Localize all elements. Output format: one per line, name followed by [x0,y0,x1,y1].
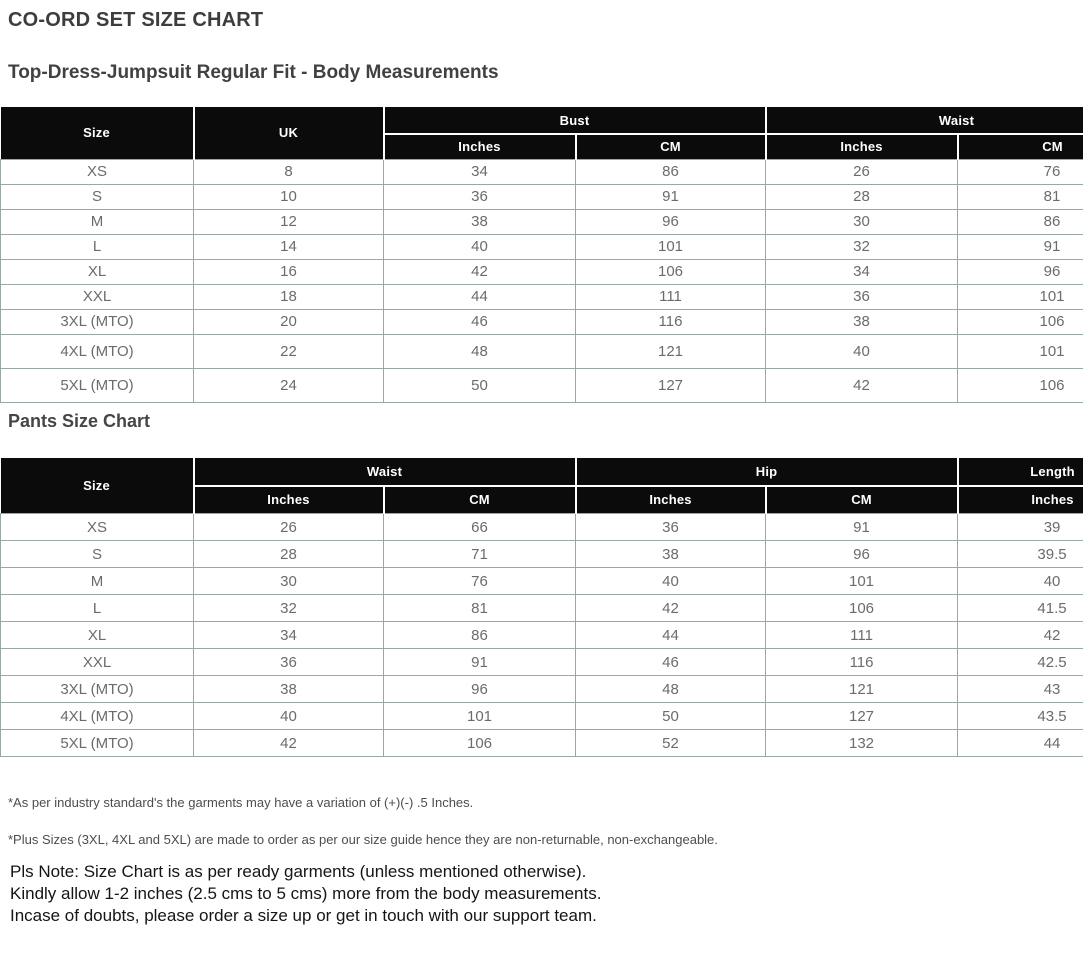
table-cell: 86 [384,622,576,649]
table-row [1,368,1083,402]
table-cell: 36 [766,284,958,309]
table-cell: 26 [766,159,958,184]
column-group-length: Length [958,458,1083,486]
table-cell: 26 [194,514,384,541]
subheader-waist-cm: CM [384,486,576,514]
table-cell: 39.5 [958,541,1083,568]
table-cell: 28 [766,184,958,209]
table-cell: 18 [194,284,384,309]
table-cell: 121 [576,334,766,368]
table-cell: 34 [194,622,384,649]
pants-size-table [0,458,1083,758]
table-cell: 106 [958,368,1083,402]
table-cell: XXL [1,649,194,676]
table-cell: 96 [958,259,1083,284]
table-cell: 106 [384,730,576,757]
subheader-bust-cm: CM [576,134,766,159]
table-row [1,309,1083,334]
table-cell: 66 [384,514,576,541]
pants-size-table-header [1,458,1083,514]
table-row [1,259,1083,284]
table-cell: 111 [576,284,766,309]
table-cell: 10 [194,184,384,209]
table-cell: 4XL (MTO) [1,703,194,730]
table-cell: 127 [766,703,958,730]
size-chart-table-header [1,107,1083,159]
table-cell: 106 [766,595,958,622]
table-cell: 43 [958,676,1083,703]
table-cell: 96 [576,209,766,234]
table-cell: XL [1,622,194,649]
table-cell: 50 [576,703,766,730]
table-cell: 36 [194,649,384,676]
table-cell: 101 [384,703,576,730]
table-cell: 81 [384,595,576,622]
table-cell: 96 [766,541,958,568]
size-chart-table [0,107,1083,403]
table-cell: 32 [766,234,958,259]
table-cell: S [1,541,194,568]
table-row [1,284,1083,309]
table-cell: 22 [194,334,384,368]
table-cell: 42.5 [958,649,1083,676]
subheader-length-inches: Inches [958,486,1083,514]
table-cell: 5XL (MTO) [1,368,194,402]
table-row [1,184,1083,209]
pants-size-table-body [1,514,1083,757]
table-cell: 38 [766,309,958,334]
table-cell: 28 [194,541,384,568]
table-cell: 36 [384,184,576,209]
table-cell: 101 [958,284,1083,309]
table-cell: 52 [576,730,766,757]
table-cell: 39 [958,514,1083,541]
table-cell: 3XL (MTO) [1,309,194,334]
size-chart-table-body [1,159,1083,402]
table-row [1,622,1083,649]
table-cell: 42 [384,259,576,284]
table-cell: L [1,234,194,259]
table-cell: 34 [766,259,958,284]
table-cell: S [1,184,194,209]
table-cell: 43.5 [958,703,1083,730]
table-cell: 41.5 [958,595,1083,622]
table-cell: 16 [194,259,384,284]
table-cell: 91 [576,184,766,209]
table-cell: XXL [1,284,194,309]
note-block [10,861,1083,927]
table-cell: 71 [384,541,576,568]
table-cell: 5XL (MTO) [1,730,194,757]
subheader-waist-inches: Inches [194,486,384,514]
variation-footnote: *As per industry standard's the garments may have a variation of (+)(-) .5 Inches. [8,795,1083,811]
plus-sizes-footnote: *Plus Sizes (3XL, 4XL and 5XL) are made to order as per our size guide hence they are non-returnable, non-exchangeable. [8,832,1083,848]
table-cell: XS [1,159,194,184]
pants-size-chart-heading: Pants Size Chart [8,410,1083,433]
table-row [1,209,1083,234]
body-measurements-subtitle: Top-Dress-Jumpsuit Regular Fit - Body Measurements [8,60,1083,85]
table-cell: XS [1,514,194,541]
table-cell: 101 [576,234,766,259]
table-cell: 38 [384,209,576,234]
table-cell: 132 [766,730,958,757]
table-row [1,159,1083,184]
table-cell: 48 [576,676,766,703]
table-cell: 101 [766,568,958,595]
size-chart-table-container [0,107,1083,403]
table-cell: M [1,568,194,595]
subheader-waist-inches: Inches [766,134,958,159]
table-cell: 116 [766,649,958,676]
table-cell: 127 [576,368,766,402]
column-header-size: Size [1,107,194,159]
table-cell: 91 [384,649,576,676]
table-row [1,730,1083,757]
subheader-hip-inches: Inches [576,486,766,514]
table-cell: 76 [384,568,576,595]
note-line: Pls Note: Size Chart is as per ready garments (unless mentioned otherwise). [10,861,1083,883]
table-cell: 40 [384,234,576,259]
table-cell: 12 [194,209,384,234]
table-cell: 48 [384,334,576,368]
table-cell: 46 [576,649,766,676]
column-group-waist: Waist [766,107,1083,134]
table-row [1,568,1083,595]
table-cell: 44 [958,730,1083,757]
table-row [1,676,1083,703]
table-cell: 86 [576,159,766,184]
table-cell: 3XL (MTO) [1,676,194,703]
column-header-uk: UK [194,107,384,159]
column-group-hip: Hip [576,458,958,486]
table-cell: 36 [576,514,766,541]
table-cell: 111 [766,622,958,649]
table-cell: 106 [958,309,1083,334]
table-cell: XL [1,259,194,284]
note-line: Kindly allow 1-2 inches (2.5 cms to 5 cms) more from the body measurements. [10,883,1083,905]
table-cell: L [1,595,194,622]
table-cell: 44 [384,284,576,309]
table-row [1,703,1083,730]
table-cell: 8 [194,159,384,184]
table-row [1,334,1083,368]
table-cell: 96 [384,676,576,703]
table-cell: 91 [958,234,1083,259]
table-row [1,541,1083,568]
table-cell: 42 [576,595,766,622]
table-cell: 116 [576,309,766,334]
table-cell: 20 [194,309,384,334]
table-cell: 44 [576,622,766,649]
table-row [1,234,1083,259]
table-row [1,514,1083,541]
table-cell: 42 [766,368,958,402]
table-cell: 30 [194,568,384,595]
table-cell: 38 [576,541,766,568]
column-header-size: Size [1,458,194,514]
table-cell: 40 [766,334,958,368]
table-cell: 91 [766,514,958,541]
table-row [1,595,1083,622]
subheader-waist-cm: CM [958,134,1083,159]
table-cell: 4XL (MTO) [1,334,194,368]
column-group-bust: Bust [384,107,766,134]
table-cell: 40 [576,568,766,595]
table-cell: 50 [384,368,576,402]
table-cell: 106 [576,259,766,284]
subheader-hip-cm: CM [766,486,958,514]
table-cell: 121 [766,676,958,703]
table-cell: 34 [384,159,576,184]
table-cell: 32 [194,595,384,622]
table-cell: 40 [958,568,1083,595]
table-cell: M [1,209,194,234]
table-cell: 30 [766,209,958,234]
table-cell: 101 [958,334,1083,368]
table-cell: 42 [958,622,1083,649]
table-cell: 76 [958,159,1083,184]
subheader-bust-inches: Inches [384,134,576,159]
table-cell: 46 [384,309,576,334]
page-title: CO-ORD SET SIZE CHART [8,8,1083,32]
table-cell: 38 [194,676,384,703]
table-cell: 81 [958,184,1083,209]
table-cell: 24 [194,368,384,402]
table-cell: 42 [194,730,384,757]
column-group-waist: Waist [194,458,576,486]
table-cell: 14 [194,234,384,259]
table-row [1,649,1083,676]
table-cell: 40 [194,703,384,730]
pants-size-table-container [0,458,1083,758]
note-line: Incase of doubts, please order a size up or get in touch with our support team. [10,905,1083,927]
table-cell: 86 [958,209,1083,234]
